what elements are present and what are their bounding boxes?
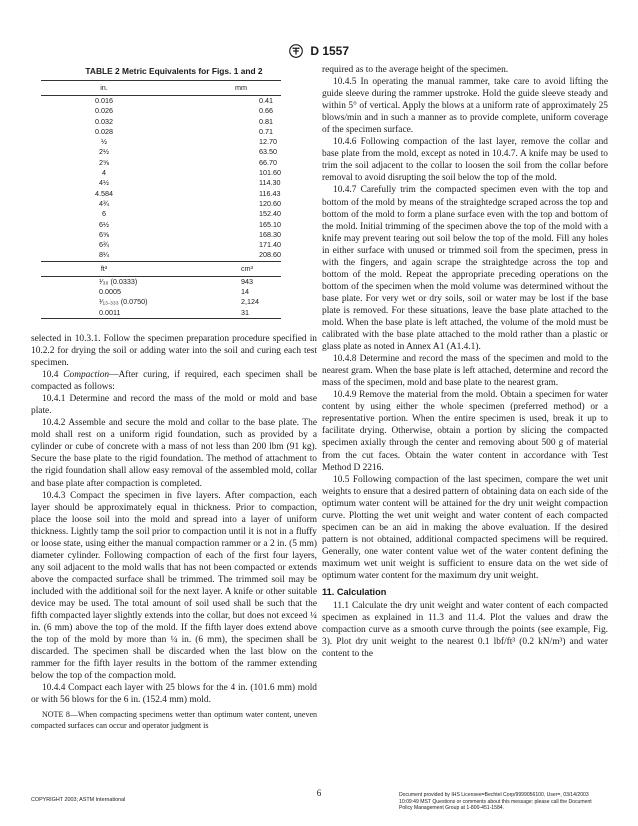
footer-line: 10:09:49 MST Questions or comments about this message: please call the Document bbox=[399, 798, 592, 805]
table-cell: ¹⁄₃₀ (0.0333) bbox=[99, 276, 138, 286]
table-row bbox=[41, 250, 281, 261]
table-row bbox=[41, 287, 281, 297]
table-row bbox=[41, 158, 281, 168]
paragraph-10-5: 10.5 Following compaction of the last specimen, compare the wet unit weights to ensure that a desired pattern of obtaining data on each side of the optimum water content will be attained for the dry unit weight compaction curve. Plotting the wet unit weight and water content of each compacted specimen can be an aid in making the above evaluation. If the desired pattern is not obtained, additional compacted specimens will be required. Generally, one water content value wet of the water content defining the maximum wet unit weight is sufficient to ensure data on the wet side of optimum water content for the maximum dry unit weight. bbox=[322, 474, 608, 581]
note-8: NOTE 8—When compacting specimens wetter than optimum water content, uneven compacted surfaces can occur and operator judgment is bbox=[31, 710, 317, 731]
table-cell: 2⅝ bbox=[99, 157, 109, 167]
table-row bbox=[41, 220, 281, 230]
table-cell: 6½ bbox=[99, 219, 109, 229]
paragraph-10-4-8: 10.4.8 Determine and record the mass of the specimen and mold to the nearest gram. When the base plate is left attached, determine and record the mass of the specimen, mold and base plate to the nearest gram. bbox=[322, 354, 608, 389]
footer-line: Policy Management Group at 1-800-451-1584. bbox=[399, 805, 505, 812]
table-row bbox=[41, 147, 281, 157]
table-cell: 0.0005 bbox=[99, 287, 121, 297]
table-cell: 0.41 bbox=[259, 96, 274, 105]
table-row bbox=[41, 297, 281, 307]
table-cell: ¹⁄₁₃.₃₃₃ (0.0750) bbox=[99, 297, 148, 307]
table-cell: 2,124 bbox=[241, 297, 260, 307]
page-header bbox=[0, 43, 638, 58]
section-term: Compaction bbox=[63, 370, 110, 381]
table-title: TABLE 2 Metric Equivalents for Figs. 1 and 2 bbox=[85, 66, 263, 76]
table-row bbox=[41, 230, 281, 240]
paragraph-11-1: 11.1 Calculate the dry unit weight and water content of each compacted specimen as explained in 11.3 and 11.4. Plot the values and draw the compaction curve as a smooth curve through the points (see example, Fig. 3). Plot dry unit weight to the nearest 0.1 lbf/ft³ (0.2 kN/m³) and water content to the bbox=[322, 601, 608, 660]
table-cell: 0.81 bbox=[259, 116, 274, 126]
paragraph-10-4-6: 10.4.6 Following compaction of the last layer, remove the collar and base plate from the mold, except as noted in 10.4.7. A knife may be used to trim the soil adjacent to the collar to loosen the soil from the collar before removal to avoid disrupting the soil below the top of the mold. bbox=[322, 137, 608, 184]
table-row bbox=[41, 96, 281, 107]
table-cell: 4.584 bbox=[95, 188, 113, 198]
table-cell: 0.66 bbox=[259, 106, 274, 116]
table-cell: 12.70 bbox=[259, 137, 278, 147]
table-row bbox=[41, 117, 281, 127]
page-number: 6 bbox=[316, 788, 322, 798]
table-cell: 66.70 bbox=[259, 157, 278, 167]
table-cell: 208.60 bbox=[259, 250, 281, 260]
table-cell: 165.10 bbox=[259, 219, 281, 229]
section-heading-calculation: 11. Calculation bbox=[322, 587, 387, 598]
standard-designation: D 1557 bbox=[310, 43, 350, 58]
table-cell: 2½ bbox=[99, 147, 109, 157]
table-cell: 943 bbox=[241, 276, 254, 286]
table-row bbox=[41, 308, 281, 319]
metric-equivalents-table bbox=[41, 80, 281, 319]
table-cell: 63.50 bbox=[259, 147, 278, 157]
table-cell: 6¾ bbox=[99, 240, 109, 250]
table-row bbox=[41, 127, 281, 137]
table-cell: 101.60 bbox=[259, 168, 281, 178]
table-cell: in. bbox=[41, 81, 167, 96]
section-text: —After curing, if required, each specimen shall be compacted as follows: bbox=[31, 370, 317, 393]
paragraph-note-cont: required as to the average height of the specimen. bbox=[322, 65, 509, 75]
paragraph-10-4-4: 10.4.4 Compact each layer with 25 blows for the 4 in. (101.6 mm) mold or with 56 blows for the 6 in. (152.4 mm) mold. bbox=[31, 683, 317, 706]
section-number: 10.4 bbox=[42, 370, 64, 381]
paragraph-10-4-1: 10.4.1 Determine and record the mass of the mold or mold and base plate. bbox=[31, 394, 317, 417]
table-cell: 171.40 bbox=[259, 240, 281, 250]
paragraph-10-4-2: 10.4.2 Assemble and secure the mold and collar to the base plate. The mold shall rest on a uniform rigid foundation, such as provided by a cylinder or cube of concrete with a mass of not less than 200 lbm (91 kg). Secure the base plate to the rigid foundation. The method of attachment to the rigid foundation shall allow easy removal of the assembled mold, collar and base plate after compaction is completed. bbox=[31, 418, 317, 489]
table-row bbox=[41, 276, 281, 287]
footer-copyright: COPYRIGHT 2003; ASTM International bbox=[31, 797, 126, 803]
table-cell: 152.40 bbox=[259, 209, 281, 219]
table-row bbox=[41, 106, 281, 116]
left-column bbox=[31, 64, 317, 731]
table-row bbox=[41, 199, 281, 209]
table-row bbox=[41, 209, 281, 219]
paragraph-10-4-9: 10.4.9 Remove the material from the mold. Obtain a specimen for water content by using either the whole specimen (preferred method) or a representative portion. When the entire specimen is used, break it up to facilitate drying. Otherwise, obtain a portion by slicing the compacted specimen axially through the center and removing about 500 g of material from the cut faces. Obtain the water content in accordance with Test Method D 2216. bbox=[322, 390, 608, 473]
table-row bbox=[41, 168, 281, 178]
table-header-row bbox=[41, 261, 281, 276]
table-cell: 8¼ bbox=[99, 250, 109, 260]
table-cell: 0.0011 bbox=[41, 308, 167, 319]
table-cell: 0.026 bbox=[95, 106, 113, 116]
table-cell: 120.60 bbox=[259, 198, 281, 208]
table-cell: 168.30 bbox=[259, 229, 281, 239]
table-cell: 0.032 bbox=[95, 116, 113, 126]
table-cell: 6 bbox=[102, 209, 106, 219]
right-column bbox=[322, 64, 608, 660]
footer-line: Document provided by IHS Licensee=Bechtel Corp/9999056100, User=, 03/14/2003 bbox=[399, 792, 589, 798]
paragraph-10-4 bbox=[31, 369, 317, 393]
table-cell: 4¾ bbox=[99, 198, 109, 208]
table-cell: 0.028 bbox=[95, 126, 113, 136]
table-row bbox=[41, 178, 281, 188]
paragraph-10-3-cont: selected in 10.3.1. Follow the specimen preparation procedure specified in 10.2.2 for drying the soil or adding water into the soil and curing each test specimen. bbox=[31, 333, 317, 369]
table-cell: mm bbox=[167, 81, 281, 96]
table-cell: 114.30 bbox=[259, 178, 281, 188]
astm-logo-icon bbox=[289, 44, 303, 58]
table-row bbox=[41, 240, 281, 250]
table-cell: 4 bbox=[102, 168, 106, 178]
table-cell: 0.016 bbox=[95, 96, 113, 105]
margin-watermark: - - - - - - - - - - - - - - bbox=[617, 508, 622, 569]
table-cell: cm³ bbox=[167, 261, 281, 276]
table-row bbox=[41, 137, 281, 147]
table-cell: 0.71 bbox=[259, 126, 274, 136]
table-header-row bbox=[41, 81, 281, 96]
table-cell: 4½ bbox=[99, 178, 109, 188]
table-cell: ft³ bbox=[41, 261, 167, 276]
table-cell: 6⅝ bbox=[99, 229, 109, 239]
table-cell: 31 bbox=[167, 308, 281, 319]
table-row bbox=[41, 189, 281, 199]
footer-license bbox=[399, 792, 609, 812]
table-cell: 14 bbox=[241, 287, 250, 297]
table-cell: 116.43 bbox=[259, 188, 281, 198]
table-cell: ½ bbox=[101, 137, 107, 147]
paragraph-10-4-3: 10.4.3 Compact the specimen in five layers. After compaction, each layer should be approximately equal in thickness. Prior to compaction, place the loose soil into the mold and spread into a layer of uniform thickness. Lightly tamp the soil prior to compaction until it is not in a fluffy or loose state, using either the manual compaction rammer or a 2 in. (5 mm) diameter cylinder. Following compaction of each of the first four layers, any soil adjacent to the mold walls that has not been compacted or extends above the compacted surface shall be trimmed. The trimmed soil may be included with the additional soil for the next layer. A knife or other suitable device may be used. The total amount of soil used shall be such that the fifth compacted layer slightly extends into the collar, but does not exceed ¼ in. (6 mm) above the top of the mold. If the fifth layer does extend above the top of the mold by more than ¼ in. (6 mm), the specimen shall be discarded. The specimen shall be discarded when the last blow on the rammer for the fifth layer results in the bottom of the rammer extending below the top of the compaction mold. bbox=[31, 490, 317, 682]
paragraph-10-4-7: 10.4.7 Carefully trim the compacted specimen even with the top and bottom of the mold by means of the straightedge scraped across the top and bottom of the mold to form a plane surface even with the top and bottom of the mold. Initial trimming of the specimen above the top of the mold with a knife may prevent tearing out soil below the top of the mold. Fill any holes in either surface with unused or trimmed soil from the specimen, press in with the fingers, and again scrape the straightedge across the top and bottom of the mold. Repeat the appropriate preceding operations on the bottom of the specimen when the mold volume was determined without the base plate. For very wet or dry soils, soil or water may be lost if the base plate is removed. For these situations, leave the base plate attached to the mold. When the base plate is left attached, the volume of the mold must be calibrated with the base plate attached to the mold rather than a plastic or glass plate as noted in Annex A1 (A1.4.1). bbox=[322, 185, 608, 353]
paragraph-10-4-5: 10.4.5 In operating the manual rammer, take care to avoid lifting the guide sleeve during the rammer upstroke. Hold the guide sleeve steady and within 5° of vertical. Apply the blows at a uniform rate of approximately 25 blows/min and in such a manner as to provide complete, uniform coverage of the specimen surface. bbox=[322, 77, 608, 136]
